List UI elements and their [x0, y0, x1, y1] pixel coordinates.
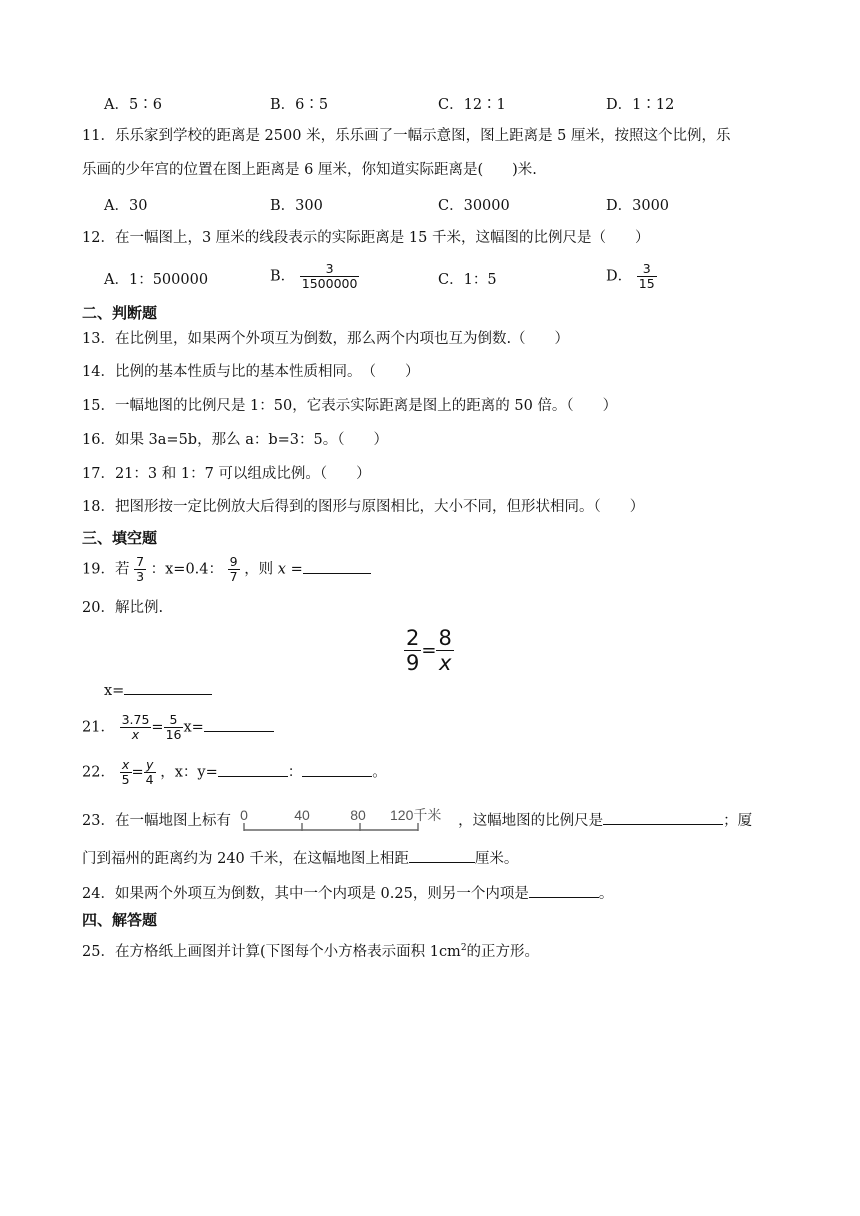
fraction-numerator: y: [144, 758, 156, 773]
q21-answer-label: x=: [183, 719, 204, 736]
fraction-denominator: 1500000: [301, 276, 358, 291]
q23-line1: [82, 804, 752, 838]
q12-option-b-label: B．: [270, 268, 296, 285]
q23-answer-blank-scale[interactable]: [603, 810, 723, 825]
q23-end1: ；厦: [723, 813, 753, 829]
q21-answer-blank[interactable]: [204, 717, 274, 732]
q16-text: 16．如果 3a=5b，那么 a：b=3：5。（ ）: [82, 432, 388, 448]
section-heading-solve: 四、解答题: [82, 911, 158, 929]
q20-left-fraction: [404, 626, 421, 675]
fraction-numerator: 2: [406, 626, 420, 650]
scale-label-40: 40: [293, 807, 310, 823]
q11-text-line1: 11．乐乐家到学校的距离是 2500 米，乐乐画了一幅示意图，图上距离是 5 厘米，按照这个比例，乐: [82, 128, 731, 144]
q22-prefix: 22．: [82, 764, 115, 781]
section-heading-fill-blank: 三、填空题: [82, 529, 158, 547]
q20-answer-blank[interactable]: [124, 680, 212, 695]
fraction-numerator: 5: [164, 713, 184, 728]
q21-left-fraction: [120, 713, 152, 742]
q19: [82, 555, 371, 584]
q23-line2-end: 厘米。: [474, 851, 519, 867]
q10-option-a[interactable]: A．5∶6: [104, 97, 162, 113]
scale-label-120km: 120千米: [389, 807, 441, 823]
section-heading-judgment: 二、判断题: [82, 304, 158, 322]
q23-answer-blank-distance[interactable]: [409, 848, 475, 863]
fraction-numerator: 9: [229, 554, 238, 569]
q21: [82, 713, 274, 742]
q19-answer-blank[interactable]: [303, 559, 371, 574]
scale-bar-image: [236, 804, 454, 838]
q25: [82, 940, 539, 961]
fraction-denominator: 16: [165, 727, 182, 742]
q21-right-fraction: [164, 713, 184, 742]
q10-option-c[interactable]: C．12∶1: [438, 97, 506, 113]
q23-middle: ，这幅地图的比例尺是: [458, 813, 604, 829]
q20-text: 20．解比例.: [82, 600, 164, 616]
q10-option-b[interactable]: B．6∶5: [270, 97, 329, 113]
fraction-numerator: 3: [300, 262, 360, 277]
fraction-numerator: 8: [438, 626, 452, 650]
q19-suffix: ，则: [244, 561, 274, 578]
q24-answer-blank[interactable]: [529, 883, 599, 898]
q12-option-d-fraction: [637, 262, 657, 291]
q19-middle: ：x=0.4：: [150, 561, 224, 578]
fraction-denominator: 15: [638, 276, 655, 291]
q12-option-a[interactable]: A．1：500000: [104, 272, 209, 288]
q19-equals: =: [290, 561, 303, 578]
q22: [82, 758, 387, 787]
q24: [82, 882, 613, 903]
q15-text: 15．一幅地图的比例尺是 1：50，它表示实际距离是图上的距离的 50 倍。（ ）: [82, 398, 618, 414]
fraction-numerator: 3: [637, 262, 657, 277]
q12-option-d[interactable]: [606, 262, 657, 291]
q20-right-fraction: [436, 626, 453, 675]
q13-text: 13．在比例里，如果两个外项互为倒数，那么两个内项也互为倒数.（ ）: [82, 331, 570, 347]
q22-colon: ：: [287, 764, 303, 781]
q25-superscript: 2: [460, 943, 467, 954]
fraction-numerator: 3.75: [121, 712, 150, 727]
q24-end: 。: [598, 886, 614, 902]
q19-variable: x: [277, 561, 286, 578]
q11-text-line2: 乐画的少年宫的位置在图上距离是 6 厘米，你知道实际距离是( )米.: [82, 162, 537, 178]
q21-equals: =: [151, 719, 164, 736]
scale-label-80: 80: [349, 807, 366, 823]
q19-prefix: 19．若: [82, 561, 130, 578]
q22-right-fraction: [144, 758, 156, 787]
q11-option-c[interactable]: C．30000: [438, 198, 510, 214]
q20-answer-label: x=: [104, 683, 125, 699]
fraction-denominator: x: [438, 651, 452, 675]
q14-text: 14．比例的基本性质与比的基本性质相同。 （ ）: [82, 364, 420, 380]
q23-prefix: 23．在一幅地图上标有: [82, 813, 231, 829]
fraction-numerator: 7: [136, 554, 145, 569]
fraction-denominator: x: [131, 727, 140, 742]
q12-text: 12．在一幅图上，3 厘米的线段表示的实际距离是 15 千米，这幅图的比例尺是（ ）: [82, 230, 650, 246]
q12-option-d-label: D．: [606, 268, 633, 285]
q19-fraction-1: [134, 555, 146, 584]
q20-equals: =: [421, 640, 437, 661]
scale-label-0: 0: [239, 807, 248, 823]
q22-equals: =: [131, 764, 144, 781]
q21-prefix: 21．: [82, 719, 115, 736]
q19-fraction-2: [228, 555, 240, 584]
q20-answer: [104, 680, 212, 699]
fraction-denominator: 9: [406, 651, 420, 675]
q20-equation: [404, 626, 454, 675]
q12-option-c[interactable]: C．1：5: [438, 272, 497, 288]
fraction-denominator: 5: [121, 772, 130, 787]
q12-option-b-fraction: [300, 262, 360, 291]
q22-left-fraction: [120, 758, 132, 787]
q10-option-d[interactable]: D．1∶12: [606, 97, 675, 113]
q22-end: 。: [372, 764, 387, 781]
q12-option-b[interactable]: [270, 262, 359, 291]
q22-middle: ，x：y=: [160, 764, 218, 781]
q23-line2: [82, 847, 518, 868]
fraction-numerator: x: [120, 758, 132, 773]
q24-text: 24．如果两个外项互为倒数，其中一个内项是 0.25，则另一个内项是: [82, 886, 529, 902]
q22-answer-blank-y[interactable]: [302, 762, 372, 777]
fraction-denominator: 3: [136, 569, 145, 584]
q22-answer-blank-x[interactable]: [218, 762, 288, 777]
fraction-denominator: 7: [229, 569, 238, 584]
q23-line2-text: 门到福州的距离约为 240 千米，在这幅地图上相距: [82, 851, 409, 867]
q11-option-b[interactable]: B．300: [270, 198, 323, 214]
q18-text: 18．把图形按一定比例放大后得到的图形与原图相比，大小不同，但形状相同。（ ）: [82, 499, 645, 515]
fraction-denominator: 4: [145, 772, 154, 787]
q11-option-d[interactable]: D．3000: [606, 198, 670, 214]
q25-end: 的正方形。: [466, 944, 540, 960]
q25-text: 25．在方格纸上画图并计算(下图每个小方格表示面积 1cm: [82, 944, 461, 960]
q11-option-a[interactable]: A．30: [104, 198, 148, 214]
q17-text: 17．21：3 和 1：7 可以组成比例。（ ）: [82, 466, 371, 482]
